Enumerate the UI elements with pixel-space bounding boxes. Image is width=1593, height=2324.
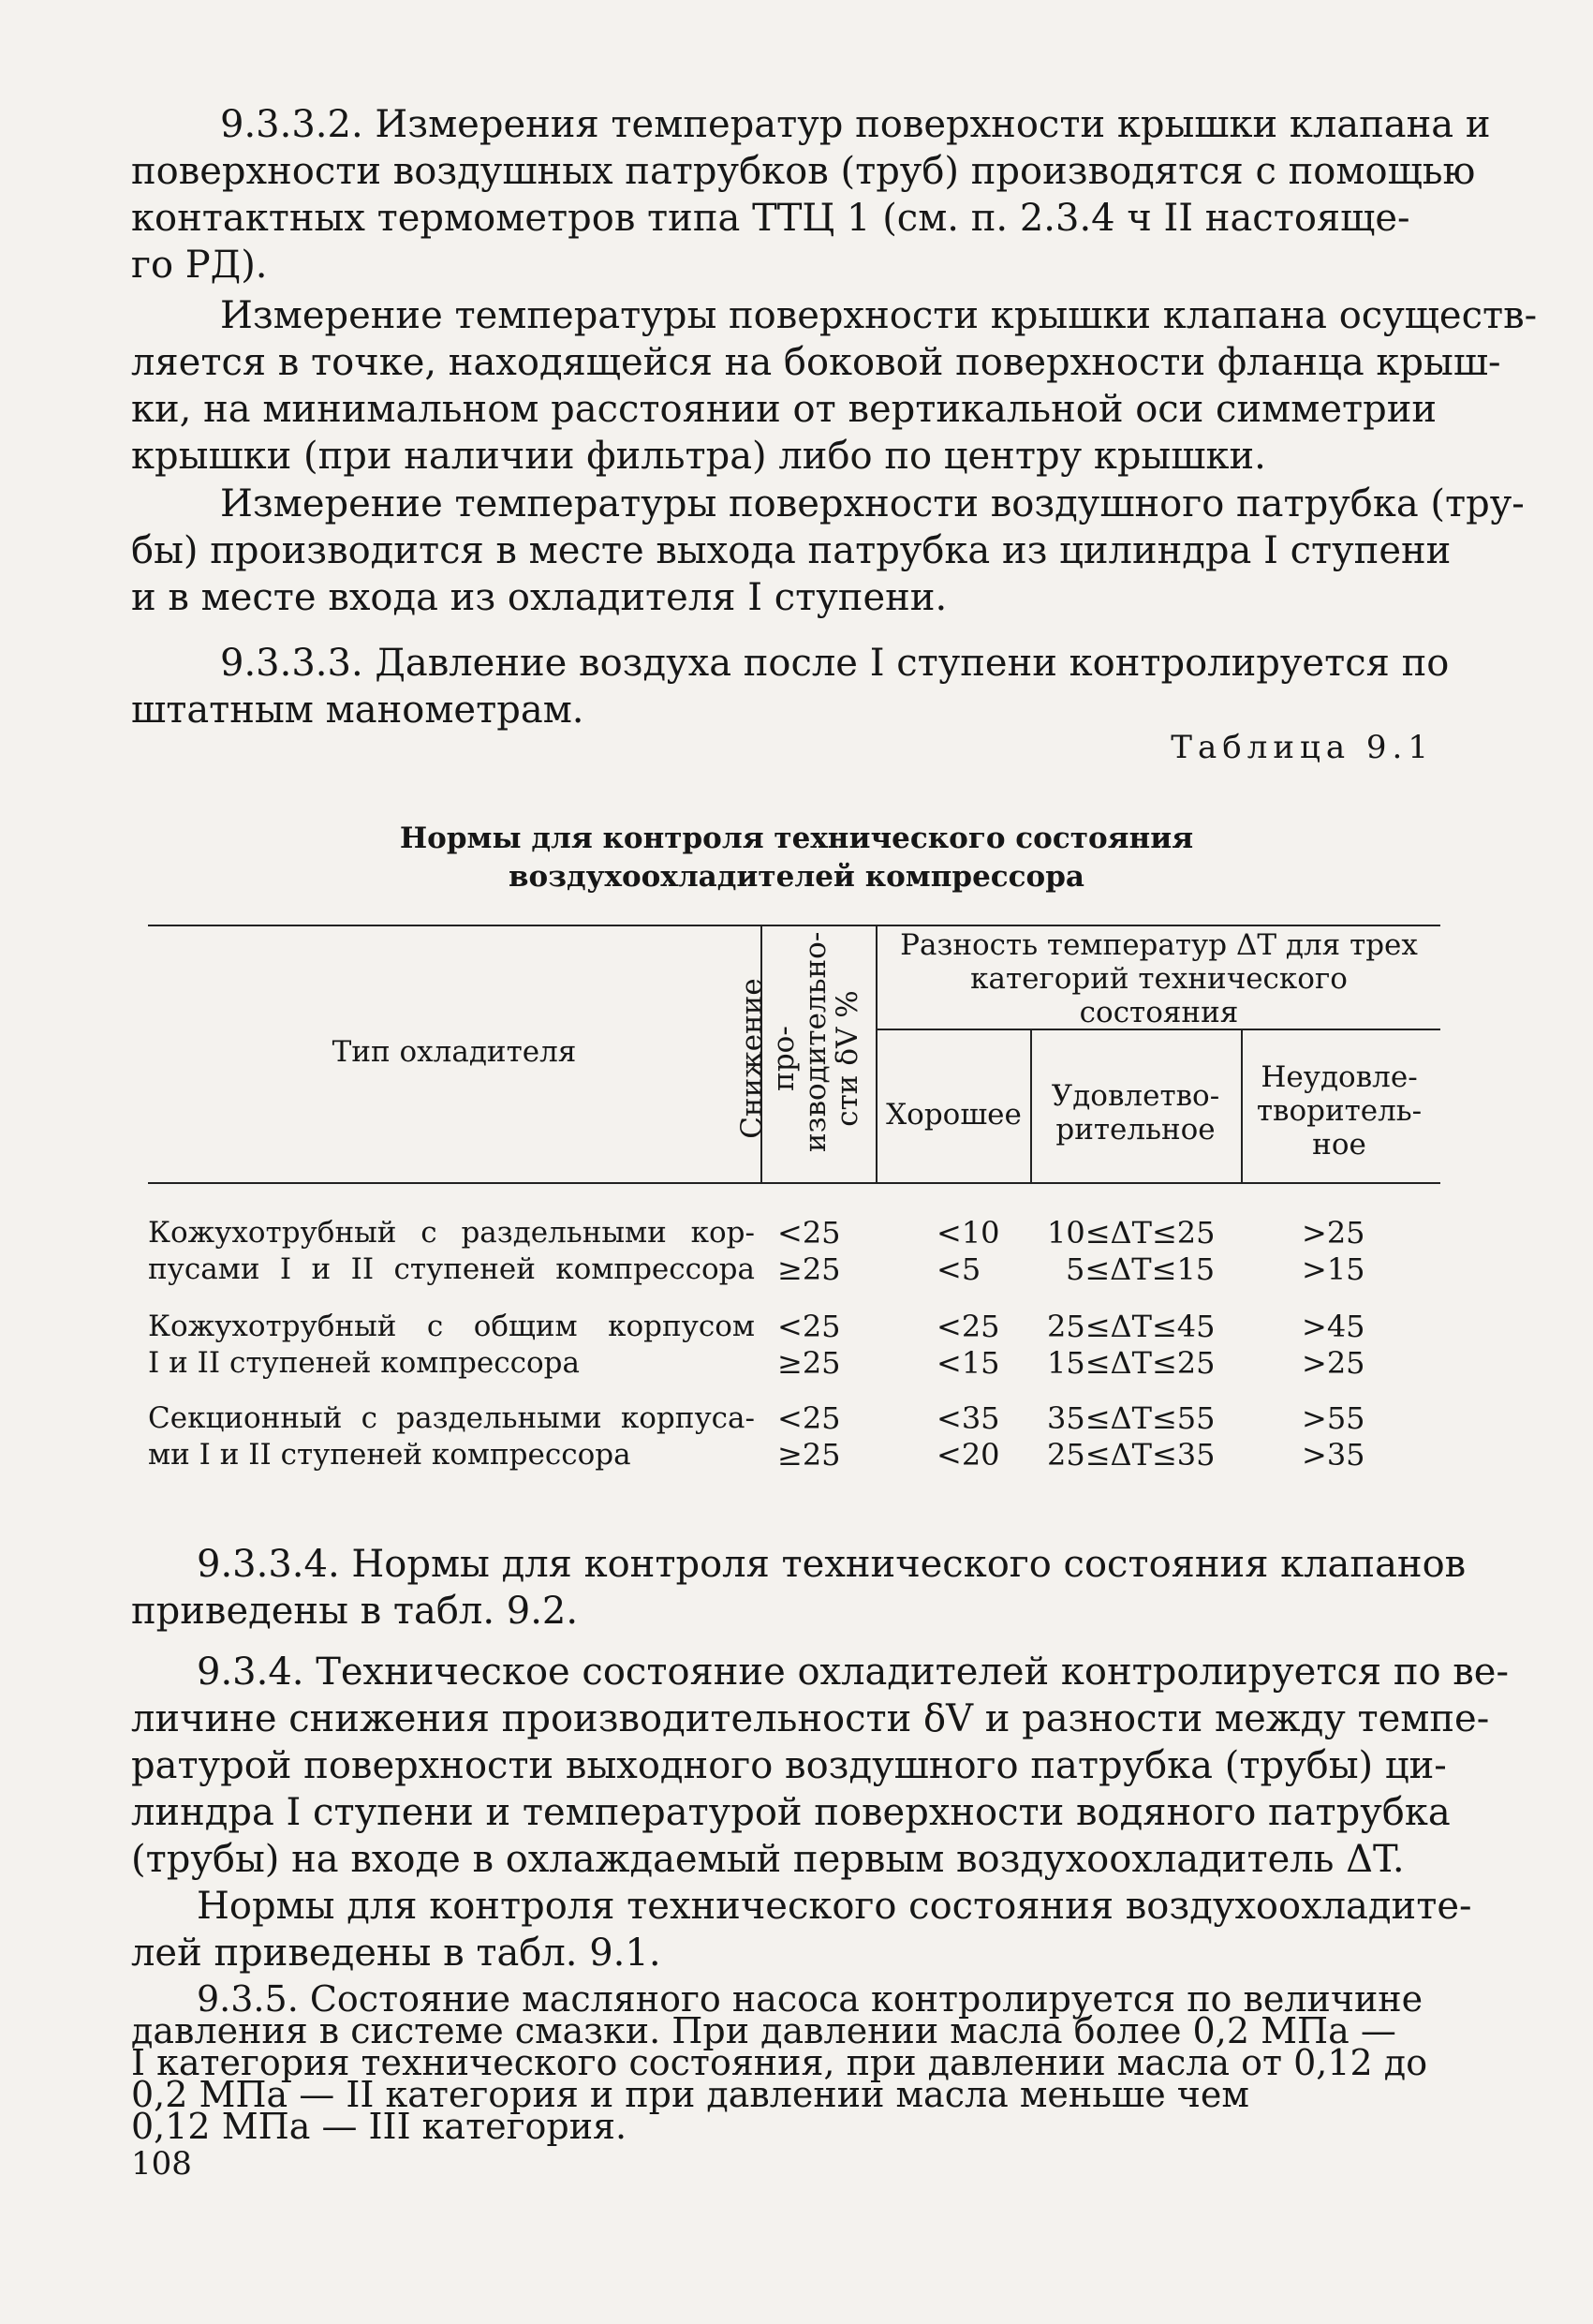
row-name-line: Кожухотрубный с общим корпусом xyxy=(148,1310,755,1343)
text-line: Измерение температуры поверхности воздушного патрубка (тру- xyxy=(220,482,1525,525)
row-name-line: I и II ступеней компрессора xyxy=(148,1346,580,1380)
cell-satisfactory: 25≤ΔT≤35 xyxy=(1047,1437,1216,1473)
cell-good: <20 xyxy=(937,1437,1000,1473)
cell-reduction: <25 xyxy=(777,1400,841,1436)
cell-satisfactory: 10≤ΔT≤25 xyxy=(1047,1215,1216,1251)
column-divider xyxy=(876,925,878,1182)
text-line: ратурой поверхности выходного воздушного патрубка (трубы) ци- xyxy=(131,1744,1447,1787)
row-name-line: ми I и II ступеней компрессора xyxy=(148,1438,631,1472)
cell-satisfactory: 15≤ΔT≤25 xyxy=(1047,1345,1216,1381)
text-line: Измерение температуры поверхности крышки клапана осуществ- xyxy=(220,294,1538,337)
text-line: 9.3.3.2. Измерения температур поверхности крышки клапана и xyxy=(220,103,1491,146)
text-line: го РД). xyxy=(131,244,268,287)
cell-unsatisfactory: >55 xyxy=(1302,1400,1365,1436)
cell-unsatisfactory: >25 xyxy=(1302,1215,1365,1251)
header-reduction-vertical: Снижение про-изводительно-сти δV % xyxy=(735,931,864,1152)
table-caption: Таблица 9.1 xyxy=(1171,729,1434,766)
header-good: Хорошее xyxy=(886,1098,1022,1132)
cell-reduction: ≥25 xyxy=(777,1437,841,1473)
text-line: приведены в табл. 9.2. xyxy=(131,1590,579,1633)
paragraph-pipe-temperature xyxy=(131,481,1525,621)
cell-unsatisfactory: >25 xyxy=(1302,1345,1365,1381)
page-number: 108 xyxy=(131,2145,192,2183)
table-title-line: Нормы для контроля технического состояния xyxy=(399,822,1194,855)
cell-reduction: ≥25 xyxy=(777,1345,841,1381)
text-line: 9.3.5. Состояние масляного насоса контролируется по величине xyxy=(197,1978,1423,2020)
cell-unsatisfactory: >45 xyxy=(1302,1309,1365,1344)
cell-satisfactory: 5≤ΔT≤15 xyxy=(1066,1251,1216,1287)
cell-good: <35 xyxy=(937,1400,1000,1436)
paragraph-9-3-3-4 xyxy=(131,1541,1467,1635)
table-top-rule xyxy=(148,925,1440,926)
text-line: 9.3.3.3. Давление воздуха после I ступени контролируется по xyxy=(220,642,1450,685)
text-line: лей приведены в табл. 9.1. xyxy=(131,1932,661,1975)
paragraph-9-3-3-3 xyxy=(131,640,1450,733)
row-name-line: пусами I и II ступеней компрессора xyxy=(148,1252,755,1286)
cell-good: <10 xyxy=(937,1215,1000,1251)
table-header-rule xyxy=(148,1182,1440,1184)
cell-unsatisfactory: >35 xyxy=(1302,1437,1365,1473)
cell-reduction: ≥25 xyxy=(777,1251,841,1287)
text-line: Нормы для контроля технического состояния воздухоохладите- xyxy=(197,1885,1472,1928)
row-name-line: Кожухотрубный с раздельными кор- xyxy=(148,1216,755,1250)
cell-good: <5 xyxy=(937,1251,981,1287)
cell-good: <15 xyxy=(937,1345,1000,1381)
text-line: линдра I ступени и температурой поверхности водяного патрубка xyxy=(131,1791,1451,1834)
text-line: давления в системе смазки. При давлении масла более 0,2 МПа — xyxy=(131,2010,1396,2051)
text-line: ляется в точке, находящейся на боковой поверхности фланца крыш- xyxy=(131,341,1501,384)
table-title xyxy=(0,820,1593,896)
text-line: I категория технического состояния, при давлении масла от 0,12 до xyxy=(131,2042,1428,2083)
cell-satisfactory: 25≤ΔT≤45 xyxy=(1047,1309,1216,1344)
text-line: и в месте входа из охладителя I ступени. xyxy=(131,576,948,619)
cell-satisfactory: 35≤ΔT≤55 xyxy=(1047,1400,1216,1436)
cell-reduction: <25 xyxy=(777,1215,841,1251)
header-cooler-type: Тип охладителя xyxy=(332,1035,577,1069)
text-line: поверхности воздушных патрубков (труб) производятся с помощью xyxy=(131,150,1476,193)
paragraph-table-reference xyxy=(131,1883,1472,1976)
text-line: 9.3.4. Техническое состояние охладителей контролируется по ве- xyxy=(197,1650,1509,1694)
text-line: контактных термометров типа ТТЦ 1 (см. п. 2.3.4 ч II настояще- xyxy=(131,197,1410,240)
paragraph-cover-temperature xyxy=(131,292,1538,480)
column-divider xyxy=(1030,1030,1032,1182)
text-line: крышки (при наличии фильтра) либо по центру крышки. xyxy=(131,435,1266,478)
table-title-line: воздухоохладителей компрессора xyxy=(509,860,1084,894)
text-line: (трубы) на входе в охлаждаемый первым воздухоохладитель ΔT. xyxy=(131,1838,1405,1881)
text-line: 0,2 МПа — II категория и при давлении масла меньше чем xyxy=(131,2074,1249,2115)
cell-reduction: <25 xyxy=(777,1309,841,1344)
cell-good: <25 xyxy=(937,1309,1000,1344)
text-line: ки, на минимальном расстоянии от вертикальной оси симметрии xyxy=(131,388,1438,431)
paragraph-9-3-4 xyxy=(131,1649,1509,1883)
header-temperature-group: Разность температур ΔT для трех категорий технического состояния xyxy=(900,928,1418,1029)
column-divider xyxy=(1241,1030,1243,1182)
text-line: 9.3.3.4. Нормы для контроля технического состояния клапанов xyxy=(197,1543,1467,1586)
paragraph-9-3-5 xyxy=(131,1978,1438,2147)
text-line: бы) производится в месте выхода патрубка из цилиндра I ступени xyxy=(131,529,1452,572)
text-line: 0,12 МПа — III категория. xyxy=(131,2106,627,2147)
header-satisfactory: Удовлетво-рительное xyxy=(1051,1079,1220,1147)
cell-unsatisfactory: >15 xyxy=(1302,1251,1365,1287)
text-line: штатным манометрам. xyxy=(131,688,584,732)
header-unsatisfactory: Неудовле-творитель-ное xyxy=(1256,1060,1423,1162)
row-name-line: Секционный с раздельными корпуса- xyxy=(148,1401,755,1435)
text-line: личине снижения производительности δV и разности между темпе- xyxy=(131,1697,1490,1740)
paragraph-9-3-3-2 xyxy=(131,101,1491,289)
